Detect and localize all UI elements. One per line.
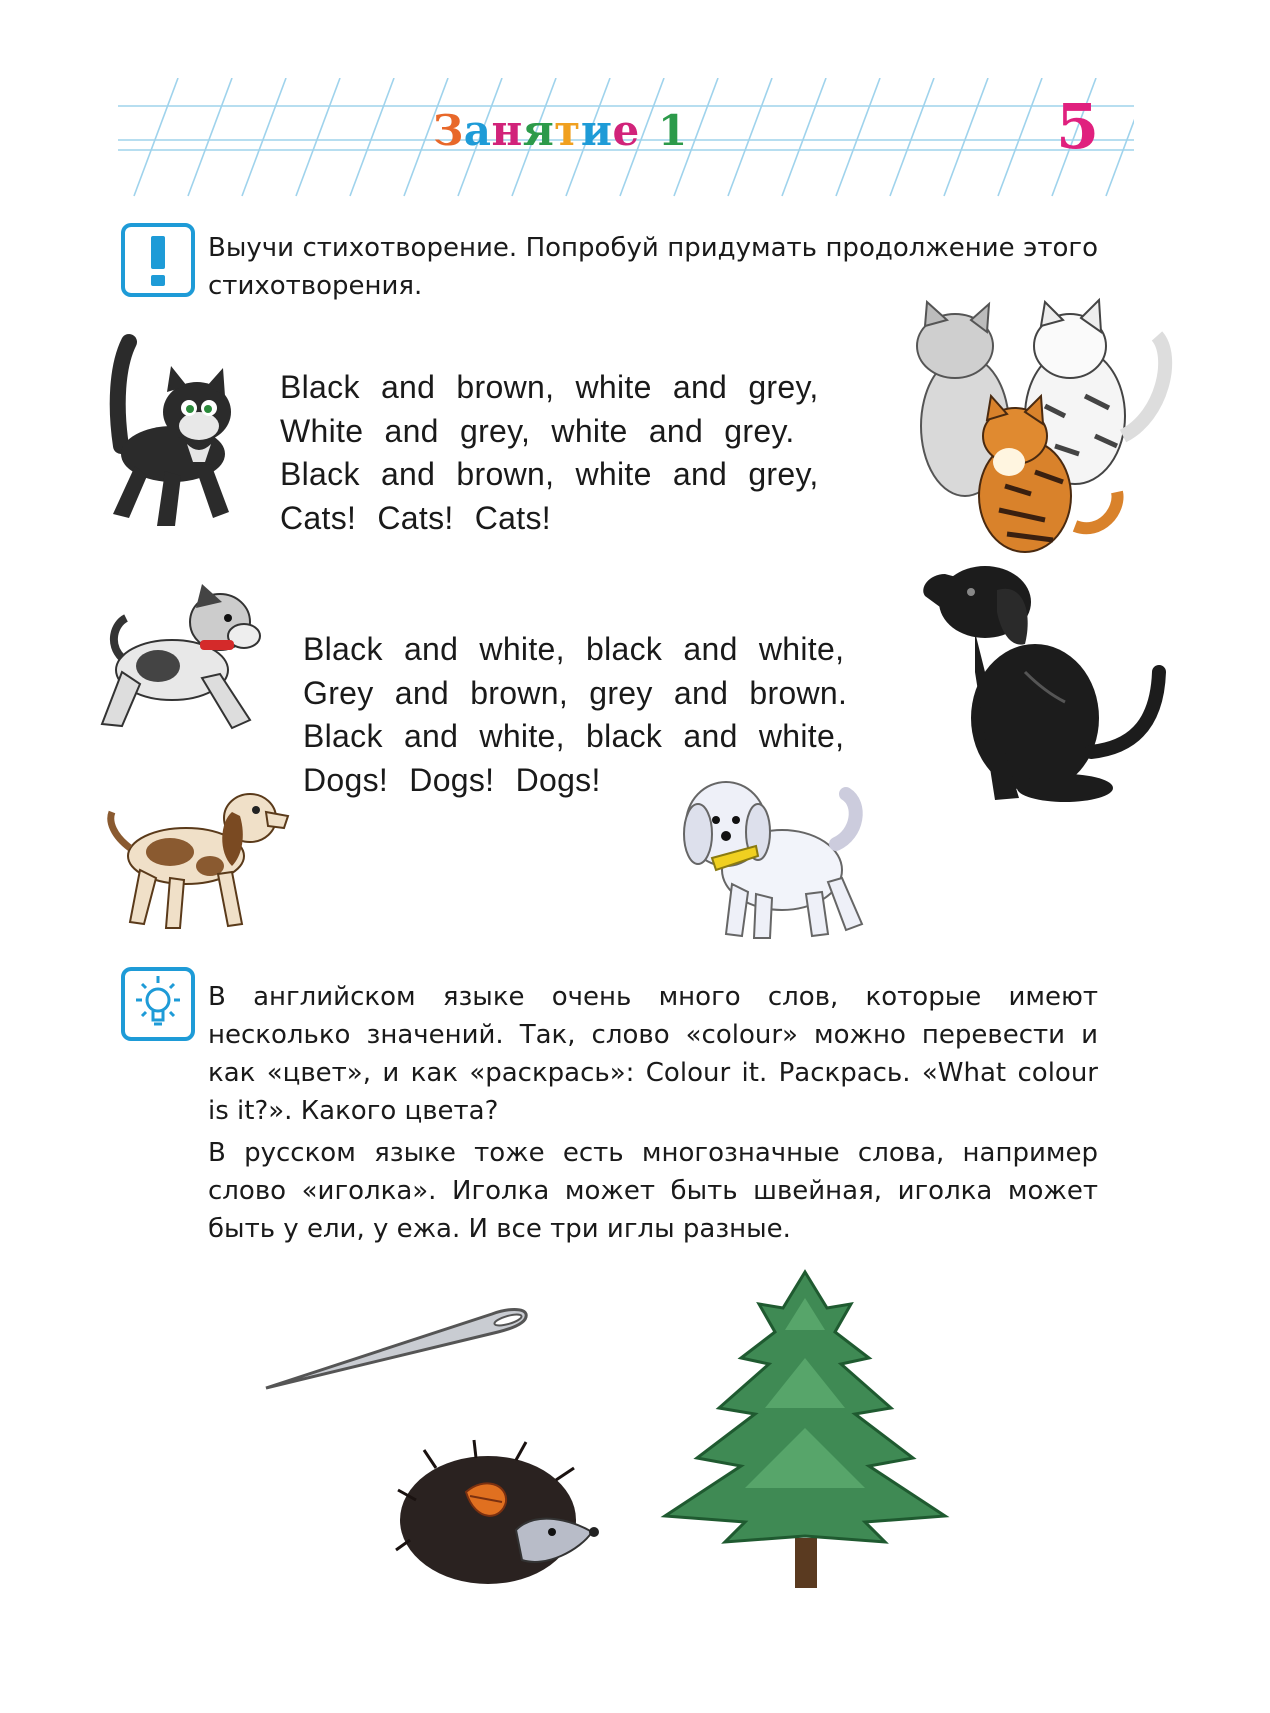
header-grid-line — [1106, 78, 1134, 196]
poem-line: Black and white, black and white, — [303, 631, 845, 667]
lightbulb-icon — [120, 966, 196, 1042]
poem-line: Cats! Cats! Cats! — [280, 499, 551, 536]
page-header — [118, 78, 1134, 200]
black-cat-illustration — [95, 336, 265, 536]
lesson-title-letter: т — [554, 106, 581, 155]
lesson-title-letter: а — [463, 106, 492, 155]
header-grid-line — [350, 78, 394, 196]
header-grid-line — [242, 78, 286, 196]
lesson-number: 1 — [658, 106, 688, 155]
poem-line: White and grey, white and grey. — [280, 412, 795, 449]
lesson-title-letter: я — [522, 106, 555, 155]
header-grid-line — [836, 78, 880, 196]
lesson-title-letter: З — [433, 106, 464, 155]
exclamation-icon — [120, 222, 196, 298]
header-grid-line — [134, 78, 178, 196]
hedgehog-illustration — [396, 1440, 606, 1590]
lesson-title-letter: е — [612, 106, 640, 155]
poem-line: Black and brown, white and grey, — [280, 369, 819, 405]
header-grid-line — [782, 78, 826, 196]
schnauzer-dog-illustration — [92, 578, 267, 736]
header-grid-line — [998, 78, 1042, 196]
lesson-title — [433, 106, 640, 155]
header-grid-line — [890, 78, 934, 196]
lesson-title-letter: н — [491, 106, 523, 155]
fir-tree-illustration — [655, 1268, 960, 1593]
tip-paragraph-1: В английском языке очень много слов, которые имеют несколько значений. Так, слово «colour» можно перевести и как «цвет», и как «раскрась»: Colour it. Раскрась. «What colour is it?». Какого цвета? — [208, 982, 1098, 1126]
spotted-hound-illustration — [100, 782, 292, 934]
white-shaggy-dog-illustration — [676, 774, 868, 942]
header-grid-line — [728, 78, 772, 196]
poem-line: Grey and brown, grey and brown. — [303, 674, 848, 711]
task-instruction: Выучи стихотворение. Попробуй придумать продолжение этого стихотворения. — [208, 233, 1098, 301]
poem-line: Dogs! Dogs! Dogs! — [303, 761, 601, 798]
cats-group-illustration — [895, 296, 1185, 571]
header-grid-line — [188, 78, 232, 196]
black-dog-illustration — [915, 552, 1170, 810]
poem-line: Black and brown, white and grey, — [280, 456, 819, 492]
lesson-title-letter: и — [580, 106, 613, 155]
tip-paragraph-2: В русском языке тоже есть многозначные слова, например слово «иголка». Иголка может быть швейная, иголка может быть у ели, у ежа. И все три иглы разные. — [208, 1138, 1098, 1244]
header-grid-line — [944, 78, 988, 196]
sewing-needle-illustration — [262, 1300, 530, 1392]
poem-cats — [280, 366, 819, 540]
header-grid-line — [296, 78, 340, 196]
poem-line: Black and white, black and white, — [303, 718, 845, 754]
page-number: 5 — [1056, 90, 1100, 163]
